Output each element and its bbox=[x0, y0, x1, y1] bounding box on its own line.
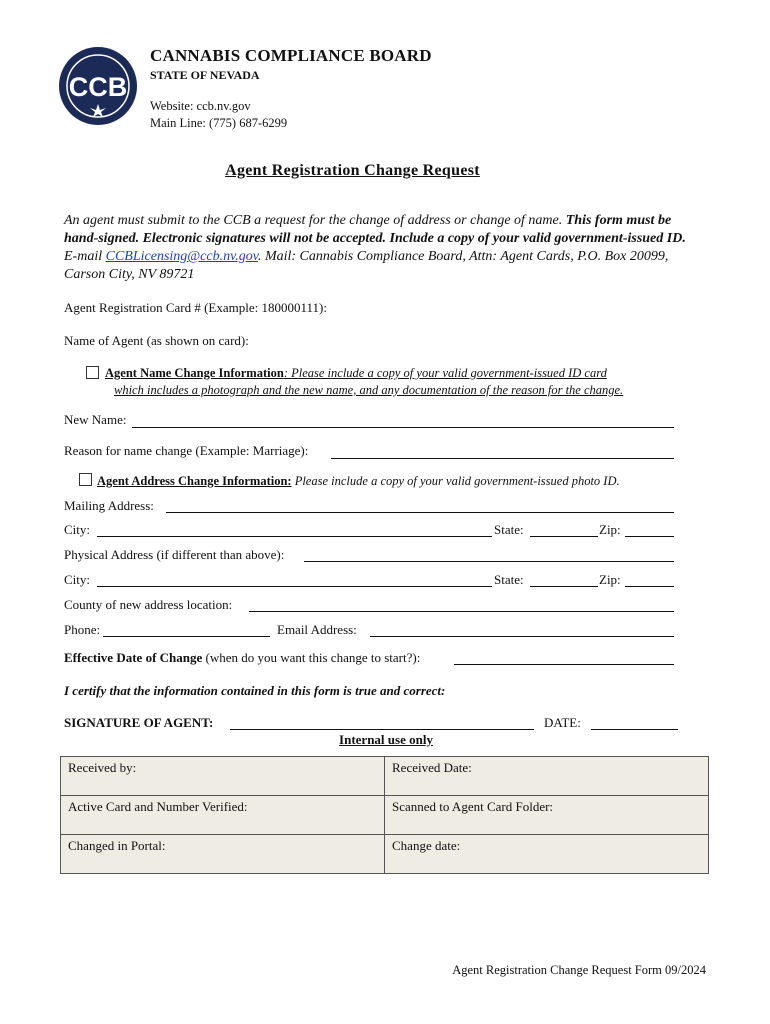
mailing-state-field[interactable] bbox=[530, 536, 598, 537]
county-label: County of new address location: bbox=[64, 597, 233, 612]
changed-portal-cell: Changed in Portal: bbox=[61, 835, 385, 874]
physical-city-field[interactable] bbox=[97, 586, 492, 587]
county-field[interactable] bbox=[249, 611, 674, 612]
table-row bbox=[61, 835, 709, 874]
table-row bbox=[61, 757, 709, 796]
mailing-state-label: State: bbox=[494, 522, 524, 537]
physical-address-label: Physical Address (if different than above): bbox=[64, 547, 285, 562]
email-address-field[interactable] bbox=[370, 636, 674, 637]
internal-use-heading bbox=[0, 732, 770, 748]
address-change-heading bbox=[97, 474, 620, 489]
effective-date-hint: (when do you want this change to start?): bbox=[202, 650, 421, 665]
intro-text-3: . Mail: Cannabis Compliance Board, Attn: Agent Cards, P.O. Box 20099, Carson City, NV 89721 bbox=[64, 249, 669, 282]
org-name: CANNABIS COMPLIANCE BOARD bbox=[150, 46, 432, 65]
instructions-paragraph bbox=[64, 212, 694, 284]
org-main-line: Main Line: (775) 687-6299 bbox=[150, 116, 288, 130]
reason-label: Reason for name change (Example: Marriage): bbox=[64, 443, 309, 458]
org-state: STATE OF NEVADA bbox=[150, 68, 260, 82]
mailing-zip-field[interactable] bbox=[625, 536, 674, 537]
physical-zip-field[interactable] bbox=[625, 586, 674, 587]
email-link[interactable]: CCBLicensing@ccb.nv.gov bbox=[105, 249, 258, 264]
signature-label: SIGNATURE OF AGENT: bbox=[64, 715, 214, 730]
form-footer: Agent Registration Change Request Form 09/2024 bbox=[452, 963, 706, 977]
page-title: Agent Registration Change Request bbox=[225, 162, 480, 179]
date-field[interactable] bbox=[591, 729, 678, 730]
intro-text-1: An agent must submit to the CCB a request for the change of address or change of name. bbox=[64, 213, 566, 228]
address-change-checkbox[interactable] bbox=[79, 473, 92, 486]
intro-bold-text: This form must be hand-signed. Electronic signatures will not be accepted. Include a copy of your valid government-issued ID. bbox=[64, 213, 686, 246]
logo-text: CCB bbox=[68, 72, 128, 102]
mailing-zip-label: Zip: bbox=[599, 522, 621, 537]
name-change-checkbox[interactable] bbox=[86, 366, 99, 379]
effective-date-label bbox=[64, 650, 420, 666]
received-date-cell: Received Date: bbox=[385, 757, 709, 796]
ccb-seal-logo bbox=[58, 46, 138, 126]
email-address-label: Email Address: bbox=[277, 622, 357, 637]
name-change-heading bbox=[105, 366, 607, 381]
change-date-cell: Change date: bbox=[385, 835, 709, 874]
intro-text-2: E-mail bbox=[64, 249, 106, 264]
new-name-field[interactable] bbox=[132, 427, 674, 428]
agent-name-label: Name of Agent (as shown on card): bbox=[64, 333, 249, 348]
org-website: Website: ccb.nv.gov bbox=[150, 99, 251, 113]
scanned-folder-cell: Scanned to Agent Card Folder: bbox=[385, 796, 709, 835]
card-verified-cell: Active Card and Number Verified: bbox=[61, 796, 385, 835]
internal-use-table bbox=[60, 756, 709, 874]
mailing-address-field[interactable] bbox=[166, 512, 674, 513]
table-row bbox=[61, 796, 709, 835]
received-by-cell: Received by: bbox=[61, 757, 385, 796]
name-change-note: : Please include a copy of your valid government-issued ID card bbox=[283, 366, 607, 380]
address-change-title: Agent Address Change Information: bbox=[97, 474, 292, 488]
phone-field[interactable] bbox=[103, 636, 270, 637]
effective-date-bold: Effective Date of Change bbox=[64, 650, 203, 665]
signature-field[interactable] bbox=[230, 729, 534, 730]
effective-date-field[interactable] bbox=[454, 664, 674, 665]
phone-label: Phone: bbox=[64, 622, 101, 637]
date-label: DATE: bbox=[544, 715, 581, 730]
mailing-city-label: City: bbox=[64, 522, 91, 537]
physical-city-label: City: bbox=[64, 572, 91, 587]
physical-state-label: State: bbox=[494, 572, 524, 587]
address-change-note: Please include a copy of your valid government-issued photo ID. bbox=[291, 474, 620, 488]
mailing-address-label: Mailing Address: bbox=[64, 498, 154, 513]
certify-statement: I certify that the information contained in this form is true and correct: bbox=[64, 683, 446, 698]
name-change-note-2: which includes a photograph and the new name, and any documentation of the reason for the change. bbox=[114, 383, 624, 397]
physical-state-field[interactable] bbox=[530, 586, 598, 587]
internal-use-title: Internal use only bbox=[339, 732, 433, 747]
new-name-label: New Name: bbox=[64, 412, 127, 427]
physical-address-field[interactable] bbox=[304, 561, 674, 562]
card-number-label: Agent Registration Card # (Example: 180000111): bbox=[64, 300, 327, 315]
physical-zip-label: Zip: bbox=[599, 572, 621, 587]
name-change-title: Agent Name Change Information bbox=[105, 366, 284, 380]
mailing-city-field[interactable] bbox=[97, 536, 492, 537]
reason-field[interactable] bbox=[331, 458, 674, 459]
